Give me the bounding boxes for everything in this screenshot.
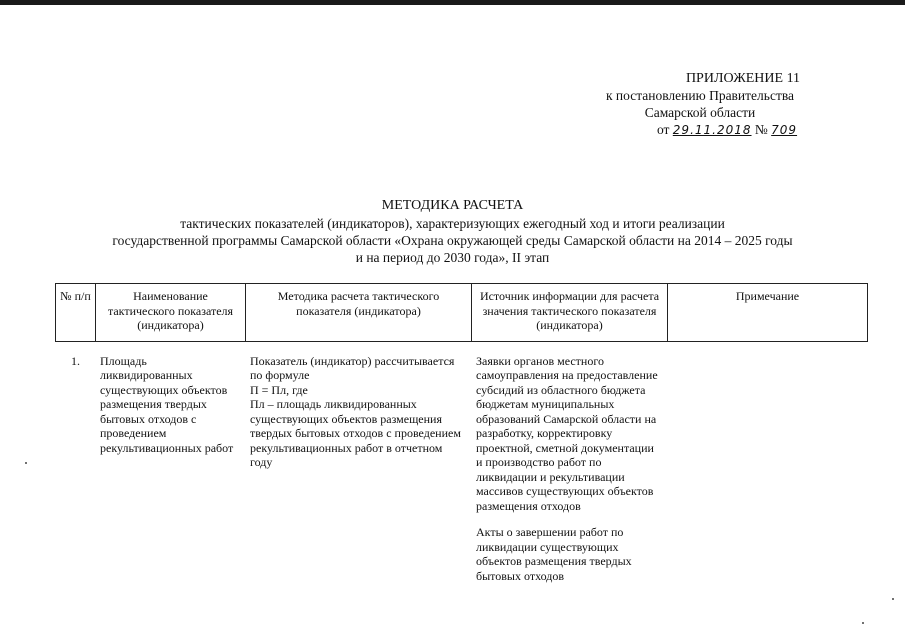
appendix-line-2: к постановлению Правительства: [605, 88, 795, 103]
row-number: 1.: [71, 353, 80, 368]
date-prefix: от: [656, 122, 670, 137]
scan-speck: [25, 462, 27, 464]
source-applications: Заявки органов местного самоуправления на предоставление субсидий из областного бюджета бюджетам муниципальных образований Самарской области на разработку, корректировку проектной, сметной документации и производство работ по ликвидации и рекультивации массивов существующих объектов размещения отходов: [476, 353, 658, 513]
document-title-block: [40, 197, 865, 266]
information-source: [472, 341, 668, 583]
appendix-block: [560, 70, 840, 139]
header-information-source: Источник информации для расчета значения тактического показателя (индикатора): [472, 284, 668, 342]
method-intro: Показатель (индикатор) рассчитывается по формуле: [250, 353, 455, 382]
header-indicator-name: Наименование тактического показателя (индикатора): [96, 284, 246, 342]
appendix-title: ПРИЛОЖЕНИЕ 11: [685, 71, 801, 86]
table-header-row: [56, 284, 868, 342]
appendix-line-3: Самарской области: [644, 105, 756, 120]
indicators-table: [55, 283, 868, 583]
document-subtitle-line-2: государственной программы Самарской области «Охрана окружающей среды Самарской области на 2014 – 2025 годы: [112, 233, 793, 248]
source-acts: Акты о завершении работ по ликвидации существующих объектов размещения твердых бытовых отходов: [476, 525, 632, 583]
handwritten-number: 709: [771, 123, 798, 137]
document-title: МЕТОДИКА РАСЧЕТА: [381, 198, 524, 213]
document-subtitle-line-3: и на период до 2030 года», II этап: [355, 250, 550, 265]
method-definition: Пл – площадь ликвидированных существующих объектов размещения твердых бытовых отходов с проведением рекультивационных работ в отчетном году: [250, 397, 461, 469]
calculation-method: [246, 341, 472, 583]
scan-top-border: [0, 0, 905, 5]
note: [668, 341, 868, 583]
header-number: № п/п: [56, 284, 96, 342]
scan-speck: [892, 598, 894, 600]
appendix-date-line: [657, 121, 797, 139]
handwritten-date: 29.11.2018: [672, 123, 752, 137]
header-note: Примечание: [668, 284, 868, 342]
scan-speck: [862, 622, 864, 624]
table-row: [56, 341, 868, 583]
method-formula: П = Пл, где: [250, 382, 308, 397]
indicator-name: Площадь ликвидированных существующих объектов размещения твердых бытовых отходов с проведением рекультивационных работ: [100, 353, 234, 455]
number-sign: №: [754, 122, 768, 137]
document-subtitle-line-1: тактических показателей (индикаторов), характеризующих ежегодный ход и итоги реализации: [180, 216, 725, 231]
header-calculation-method: Методика расчета тактического показателя (индикатора): [246, 284, 472, 342]
